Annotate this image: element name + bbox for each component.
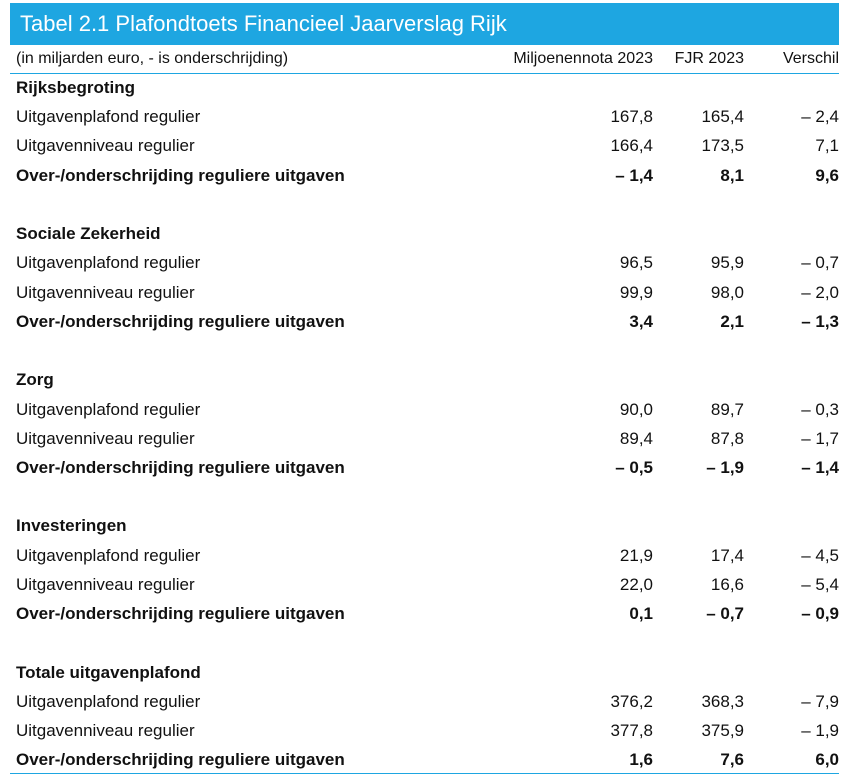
table-row-total: [10, 161, 839, 190]
value-verschil: – 0,7: [801, 253, 839, 272]
value-fjr: 375,9: [701, 721, 744, 740]
value-miljoenennota: 99,9: [619, 283, 653, 302]
table-row-total: [10, 307, 839, 336]
value-fjr: 98,0: [710, 283, 744, 302]
value-verschil: – 0,3: [801, 400, 839, 419]
row-label: Uitgavenniveau regulier: [16, 136, 195, 155]
section-heading: Zorg: [16, 370, 54, 389]
section-heading-row: [10, 219, 839, 248]
value-miljoenennota: 90,0: [619, 400, 653, 419]
table-row: [10, 131, 839, 160]
value-verschil: – 2,0: [801, 283, 839, 302]
row-label: Uitgavenplafond regulier: [16, 546, 201, 565]
table-row: [10, 278, 839, 307]
table-row: [10, 248, 839, 277]
value-miljoenennota: 0,1: [629, 604, 653, 623]
section-heading: Rijksbegroting: [16, 78, 136, 97]
row-label: Over-/onderschrijding reguliere uitgaven: [16, 458, 345, 477]
row-label: Uitgavenplafond regulier: [16, 253, 201, 272]
row-label: Uitgavenniveau regulier: [16, 575, 195, 594]
table-row-total: [10, 745, 839, 774]
value-verschil: – 1,3: [801, 312, 839, 331]
value-fjr: 165,4: [701, 107, 744, 126]
value-fjr: 16,6: [710, 575, 744, 594]
value-miljoenennota: 1,6: [629, 750, 653, 769]
value-verschil: – 0,9: [801, 604, 839, 623]
value-verschil: – 1,7: [801, 429, 839, 448]
value-fjr: 368,3: [701, 692, 744, 711]
value-miljoenennota: 21,9: [619, 546, 653, 565]
row-label: Uitgavenplafond regulier: [16, 400, 201, 419]
value-verschil: – 7,9: [801, 692, 839, 711]
value-verschil: 9,6: [815, 166, 839, 185]
value-fjr: 95,9: [710, 253, 744, 272]
value-miljoenennota: 376,2: [610, 692, 653, 711]
value-miljoenennota: 96,5: [619, 253, 653, 272]
value-miljoenennota: 22,0: [619, 575, 653, 594]
row-label: Uitgavenniveau regulier: [16, 283, 195, 302]
section-heading-row: [10, 511, 839, 540]
column-header-verschil: Verschil: [782, 50, 839, 67]
value-miljoenennota: 3,4: [629, 312, 653, 331]
section-heading: Investeringen: [16, 516, 127, 535]
row-label: Uitgavenniveau regulier: [16, 429, 195, 448]
value-verschil: – 1,9: [801, 721, 839, 740]
value-verschil: – 4,5: [801, 546, 839, 565]
value-verschil: – 1,4: [801, 458, 839, 477]
table-row: [10, 424, 839, 453]
unit-note: (in miljarden euro, - is onderschrijding): [16, 50, 289, 67]
table-row-total: [10, 599, 839, 628]
value-miljoenennota: 167,8: [610, 107, 653, 126]
section-heading: Sociale Zekerheid: [16, 224, 161, 243]
column-header-fjr: FJR 2023: [674, 50, 744, 67]
value-miljoenennota: – 1,4: [615, 166, 653, 185]
value-verschil: 6,0: [815, 750, 839, 769]
section-heading-row: [10, 73, 839, 102]
column-header-row: [10, 45, 839, 74]
table-title: Tabel 2.1 Plafondtoets Financieel Jaarverslag Rijk: [10, 3, 839, 45]
value-miljoenennota: 377,8: [610, 721, 653, 740]
value-fjr: 2,1: [720, 312, 744, 331]
section-heading-row: [10, 658, 839, 687]
table-row: [10, 541, 839, 570]
row-label: Over-/onderschrijding reguliere uitgaven: [16, 166, 345, 185]
table-row-total: [10, 453, 839, 482]
table-row: [10, 716, 839, 745]
table-row: [10, 570, 839, 599]
row-label: Over-/onderschrijding reguliere uitgaven: [16, 312, 345, 331]
table-row: [10, 395, 839, 424]
table-row: [10, 687, 839, 716]
table-row: [10, 102, 839, 131]
value-verschil: – 5,4: [801, 575, 839, 594]
value-verschil: 7,1: [815, 136, 839, 155]
value-fjr: 89,7: [710, 400, 744, 419]
row-label: Uitgavenplafond regulier: [16, 692, 201, 711]
row-label: Uitgavenniveau regulier: [16, 721, 195, 740]
value-miljoenennota: – 0,5: [615, 458, 653, 477]
value-fjr: – 0,7: [706, 604, 744, 623]
row-label: Over-/onderschrijding reguliere uitgaven: [16, 750, 345, 769]
column-header-miljoenennota: Miljoenennota 2023: [513, 50, 653, 67]
value-fjr: – 1,9: [706, 458, 744, 477]
value-verschil: – 2,4: [801, 107, 839, 126]
table-bottom-rule: [10, 773, 839, 774]
value-fjr: 7,6: [720, 750, 744, 769]
row-label: Uitgavenplafond regulier: [16, 107, 201, 126]
value-fjr: 173,5: [701, 136, 744, 155]
section-heading-row: [10, 365, 839, 394]
row-label: Over-/onderschrijding reguliere uitgaven: [16, 604, 345, 623]
value-fjr: 17,4: [710, 546, 744, 565]
value-fjr: 87,8: [710, 429, 744, 448]
value-fjr: 8,1: [720, 166, 744, 185]
value-miljoenennota: 89,4: [619, 429, 653, 448]
value-miljoenennota: 166,4: [610, 136, 653, 155]
section-heading: Totale uitgavenplafond: [16, 663, 201, 682]
